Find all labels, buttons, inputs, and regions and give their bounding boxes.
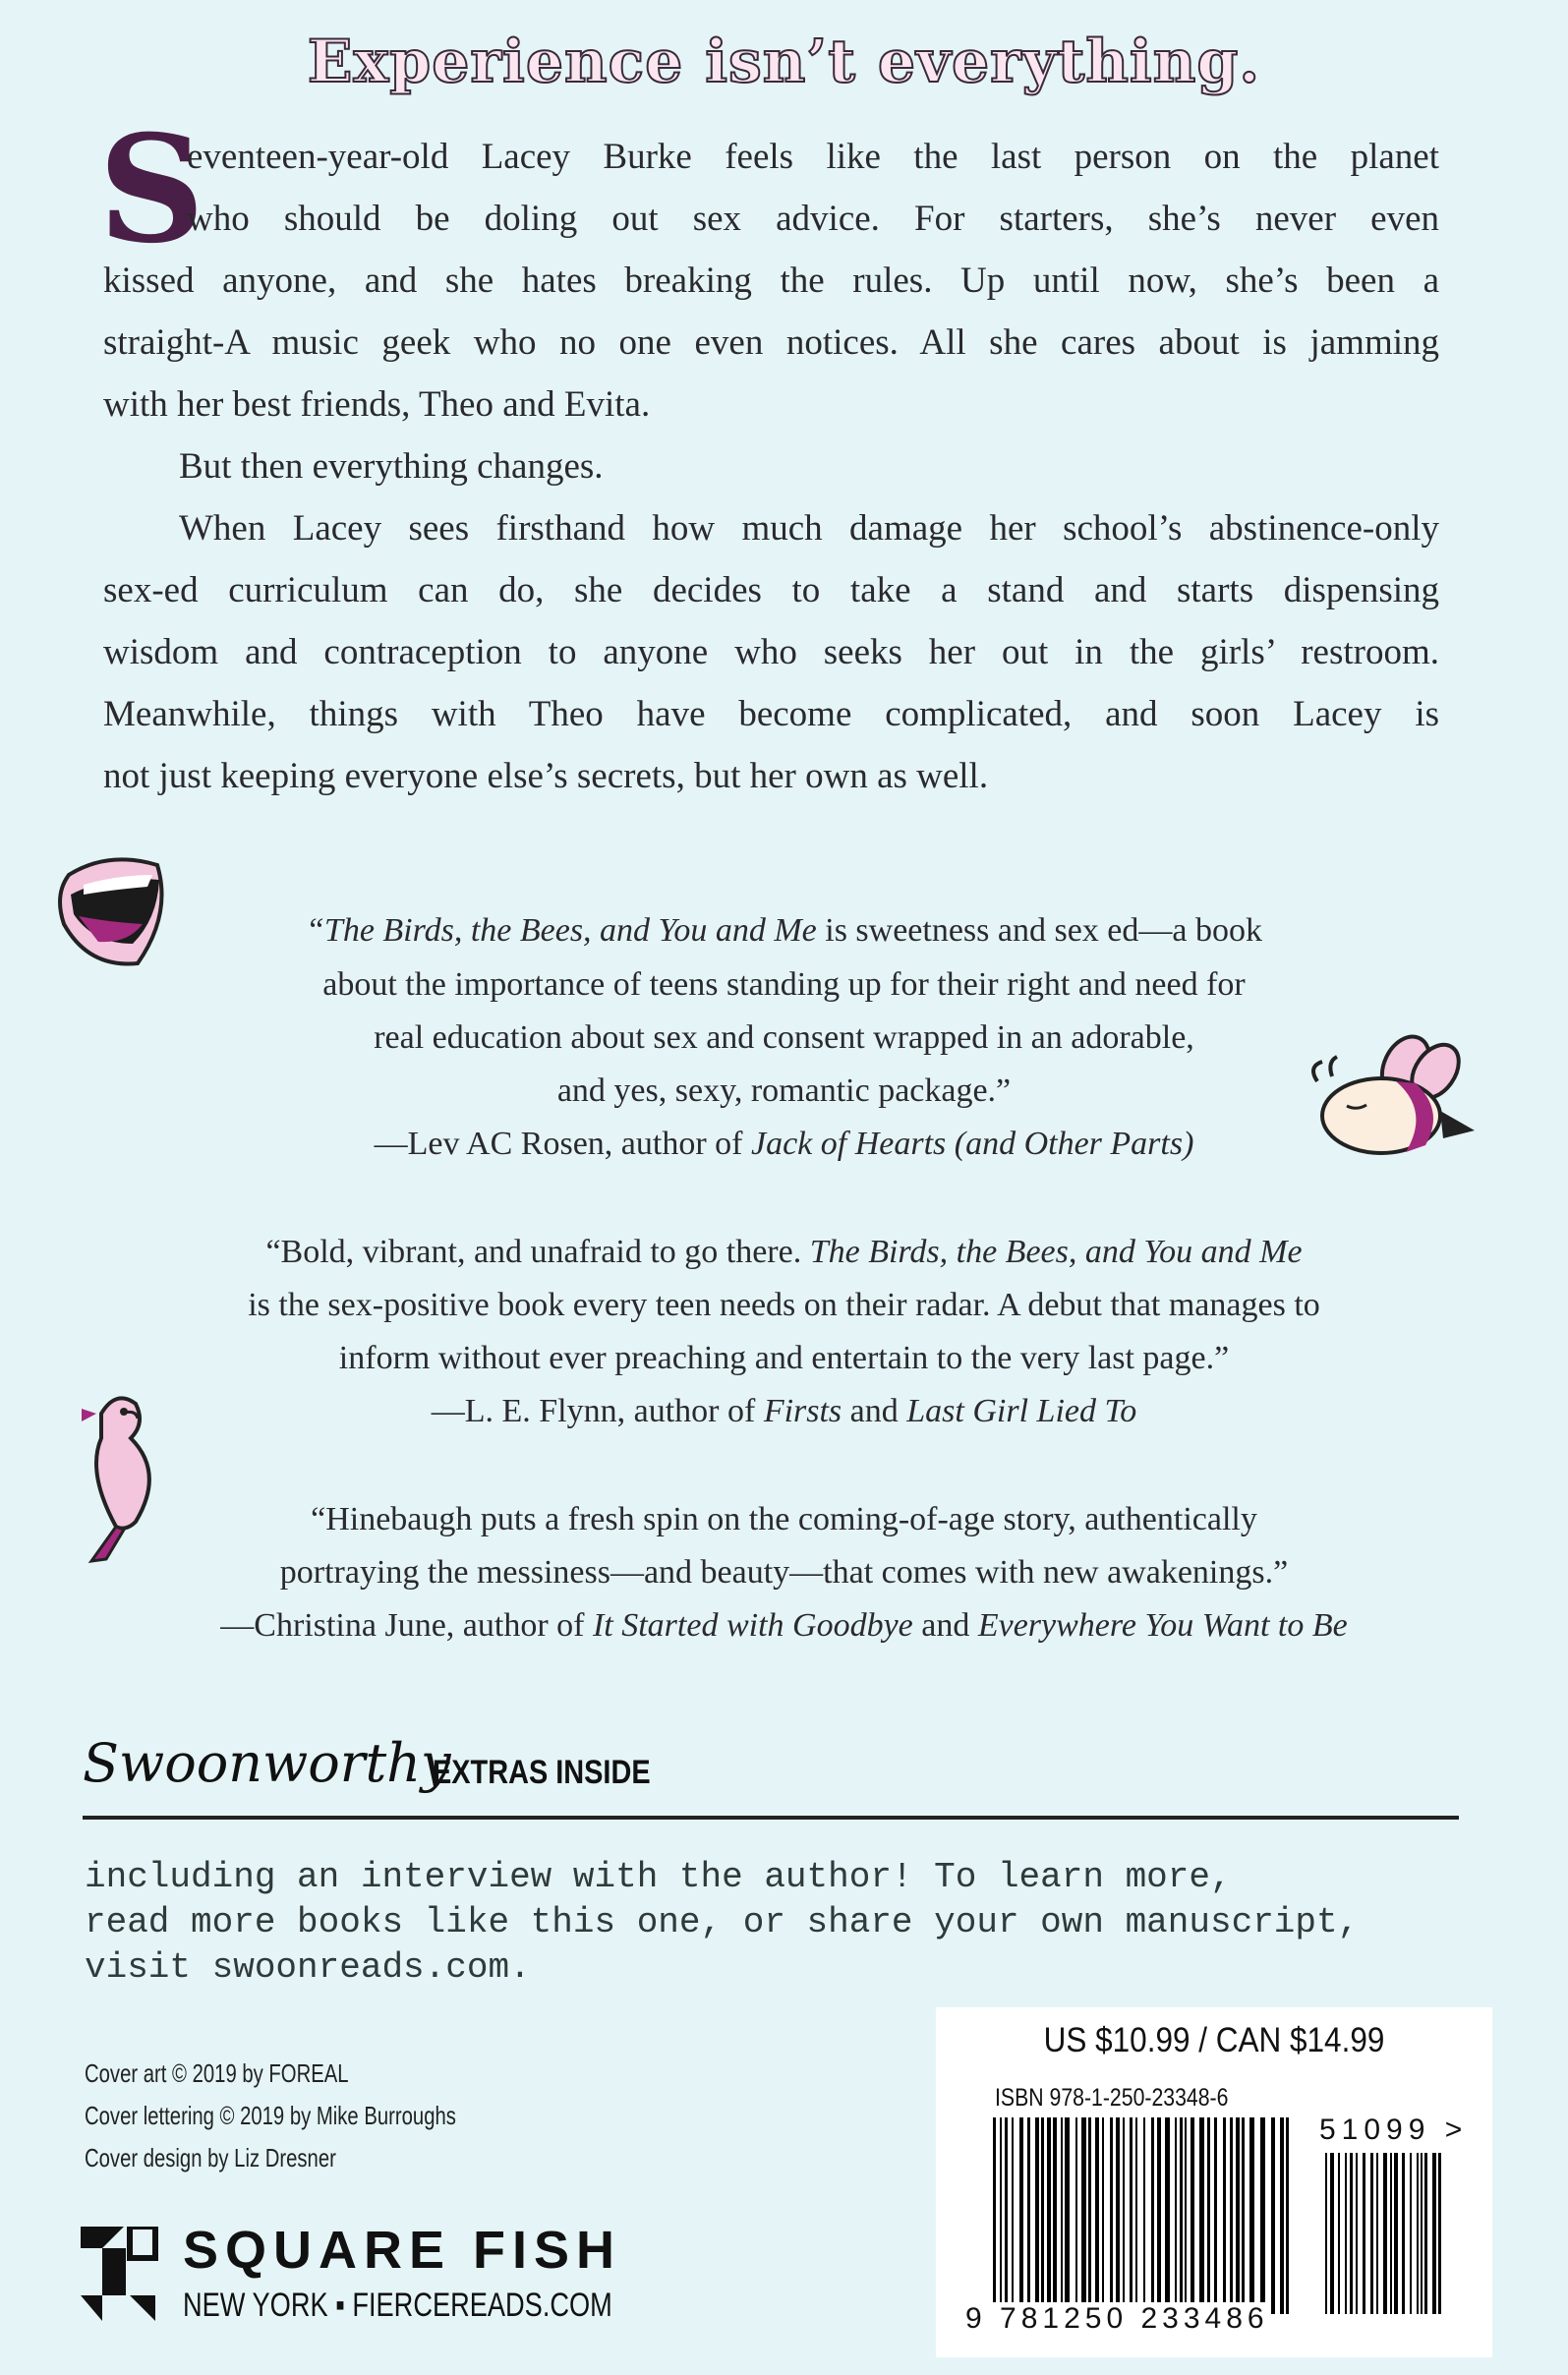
blurb-line: When Lacey sees firsthand how much damage her school’s abstinence-only	[179, 508, 1439, 549]
quote-text: and	[842, 1393, 907, 1429]
barcode-bar	[1005, 2117, 1008, 2314]
quote-text: “Hinebaugh puts a fresh spin on the coming-of-age story, authentically	[311, 1501, 1257, 1537]
swoonworthy-logo: Swoonworthy	[83, 1732, 451, 1794]
quote-line	[0, 1551, 1568, 1594]
barcode-bar	[1027, 2117, 1030, 2314]
quote-line	[0, 1016, 1568, 1060]
quote-text: inform without ever preaching and entertain to the very last page.”	[338, 1340, 1230, 1376]
addon-bar	[1370, 2153, 1373, 2314]
barcode-bar	[1135, 2117, 1137, 2314]
barcode-bars	[993, 2117, 1455, 2314]
book-title: “The Birds, the Bees, and You and Me	[306, 912, 817, 949]
barcode-bar	[1065, 2117, 1070, 2314]
barcode-bar	[1102, 2117, 1104, 2314]
barcode-bar	[1180, 2117, 1183, 2314]
addon-bar	[1424, 2153, 1427, 2314]
quote-line	[0, 1231, 1568, 1274]
quote-text: portraying the messiness—and beauty—that comes with new awakenings.”	[279, 1554, 1289, 1591]
quote-line	[0, 1337, 1568, 1380]
blurb-line: eventeen-year-old Lacey Burke feels like the last person on the planet	[187, 137, 1439, 177]
credit-line: Cover art © 2019 by FOREAL	[85, 2058, 349, 2088]
book-title: Jack of Hearts (and Other Parts)	[750, 1126, 1194, 1162]
blurb-line: Meanwhile, things with Theo have become complicated, and soon Lacey is	[103, 694, 1439, 734]
barcode-bar	[993, 2117, 996, 2314]
quote-text: —Christina June, author of	[220, 1607, 593, 1644]
barcode-box	[936, 2007, 1492, 2357]
barcode-bar	[1207, 2117, 1210, 2314]
publisher-name: SQUARE FISH	[183, 2221, 622, 2280]
blurb-line: not just keeping everyone else’s secrets, but her own as well.	[103, 756, 989, 796]
barcode-bar	[1143, 2117, 1145, 2314]
quote-text: real education about sex and consent wrapped in an adorable,	[374, 1019, 1194, 1056]
headline: Experience isn’t everything.	[307, 28, 1261, 96]
barcode-bar	[1130, 2117, 1132, 2314]
quote-text: “Bold, vibrant, and unafraid to go there.	[265, 1234, 810, 1270]
barcode-bar	[1088, 2117, 1091, 2314]
barcode-bar	[1223, 2117, 1226, 2314]
barcode-bar	[1151, 2117, 1154, 2314]
book-title: It Started with Goodbye	[592, 1607, 913, 1644]
addon-bar	[1356, 2153, 1358, 2314]
barcode-bar	[1123, 2117, 1125, 2314]
barcode-bar	[1157, 2117, 1161, 2314]
price-addon-digits: 51099 >	[1319, 2114, 1469, 2146]
addon-bar	[1390, 2153, 1392, 2314]
blurb-line: who should be doling out sex advice. For starters, she’s never even	[187, 199, 1439, 239]
barcode-bar	[1230, 2117, 1233, 2314]
addon-bar	[1383, 2153, 1387, 2314]
barcode-bar	[1286, 2117, 1289, 2314]
quote-text: is the sex-positive book every teen needs on their radar. A debut that manages to	[248, 1287, 1320, 1323]
extras-line: including an interview with the author! To learn more,	[85, 1857, 1232, 1897]
barcode-bar	[1041, 2117, 1044, 2314]
quote-text: and	[912, 1607, 978, 1644]
drop-cap: S	[98, 103, 205, 276]
extras-line: read more books like this one, or share your own manuscript,	[85, 1902, 1360, 1942]
publisher-subtitle: NEW YORK ▪ FIERCEREADS.COM	[183, 2287, 612, 2324]
addon-bar	[1330, 2153, 1334, 2314]
barcode-bar	[1191, 2117, 1194, 2314]
barcode-bar	[1053, 2117, 1057, 2314]
barcode-bar	[1199, 2117, 1204, 2314]
barcode-bar	[1249, 2117, 1254, 2314]
blurb-line: sex-ed curriculum can do, she decides to take a stand and starts dispensing	[103, 570, 1439, 610]
barcode-bar	[1047, 2117, 1051, 2314]
blurb-line: kissed anyone, and she hates breaking the rules. Up until now, she’s been a	[103, 261, 1439, 301]
addon-bar	[1394, 2153, 1398, 2314]
barcode-bar	[1116, 2117, 1120, 2314]
extras-line: visit swoonreads.com.	[85, 1947, 531, 1988]
barcode-bar	[1095, 2117, 1099, 2314]
barcode-bar	[1175, 2117, 1177, 2314]
barcode-bar	[1110, 2117, 1113, 2314]
price: US $10.99 / CAN $14.99	[1043, 2021, 1385, 2059]
barcode-bar	[1185, 2117, 1187, 2314]
barcode-bar	[1260, 2117, 1265, 2314]
quote-text: about the importance of teens standing up for their right and need for	[322, 966, 1246, 1003]
barcode-bar	[1035, 2117, 1039, 2314]
addon-bar	[1350, 2153, 1353, 2314]
quote-line	[0, 963, 1568, 1007]
ean-digits: 9 781250 233486	[965, 2302, 1269, 2335]
quote-line	[0, 1498, 1568, 1541]
addon-bar	[1325, 2153, 1327, 2314]
addon-bar	[1338, 2153, 1340, 2314]
barcode-bar	[1061, 2117, 1063, 2314]
barcode-bar	[1271, 2117, 1275, 2314]
isbn: ISBN 978-1-250-23348-6	[995, 2084, 1229, 2112]
quote-text: is sweetness and sex ed—a book	[816, 912, 1262, 949]
blurb-line: But then everything changes.	[179, 446, 604, 487]
addon-bar	[1417, 2153, 1419, 2314]
book-title: The Birds, the Bees, and You and Me	[809, 1234, 1303, 1270]
addon-bar	[1402, 2153, 1405, 2314]
quote-text: —L. E. Flynn, author of	[431, 1393, 764, 1429]
addon-bar	[1432, 2153, 1436, 2314]
blurb-line: with her best friends, Theo and Evita.	[103, 384, 651, 425]
quote-line	[0, 1390, 1568, 1433]
credit-line: Cover lettering © 2019 by Mike Burroughs	[85, 2101, 456, 2130]
addon-bar	[1421, 2153, 1423, 2314]
quote-text: —Lev AC Rosen, author of	[374, 1126, 751, 1162]
quote-line	[0, 909, 1568, 953]
quote-line	[0, 1123, 1568, 1166]
divider	[83, 1816, 1459, 1820]
addon-bar	[1363, 2153, 1365, 2314]
quote-line	[0, 1604, 1568, 1648]
addon-bar	[1410, 2153, 1412, 2314]
addon-bar	[1438, 2153, 1441, 2314]
barcode-bar	[1280, 2117, 1284, 2314]
quote-line	[0, 1284, 1568, 1327]
extras-heading: EXTRAS INSIDE	[433, 1754, 651, 1791]
credit-line: Cover design by Liz Dresner	[85, 2143, 336, 2172]
barcode-bar	[1012, 2117, 1014, 2314]
blurb-line: wisdom and contraception to anyone who seeks her out in the girls’ restroom.	[103, 632, 1439, 672]
barcode-bar	[1000, 2117, 1002, 2314]
blurb-line: straight-A music geek who no one even notices. All she cares about is jamming	[103, 322, 1439, 363]
barcode-bar	[1019, 2117, 1023, 2314]
square-fish-logo-icon	[81, 2227, 159, 2321]
barcode-bar	[1075, 2117, 1077, 2314]
quote-line	[0, 1070, 1568, 1113]
quote-text: and yes, sexy, romantic package.”	[556, 1072, 1012, 1109]
addon-bar	[1376, 2153, 1378, 2314]
barcode-bar	[1214, 2117, 1217, 2314]
barcode-bar	[1165, 2117, 1170, 2314]
barcode-bar	[1242, 2117, 1245, 2314]
book-title: Firsts	[763, 1393, 842, 1429]
book-title: Everywhere You Want to Be	[977, 1607, 1348, 1644]
addon-bar	[1345, 2153, 1347, 2314]
barcode-bar	[1081, 2117, 1086, 2314]
book-title: Last Girl Lied To	[906, 1393, 1137, 1429]
barcode-bar	[1236, 2117, 1240, 2314]
